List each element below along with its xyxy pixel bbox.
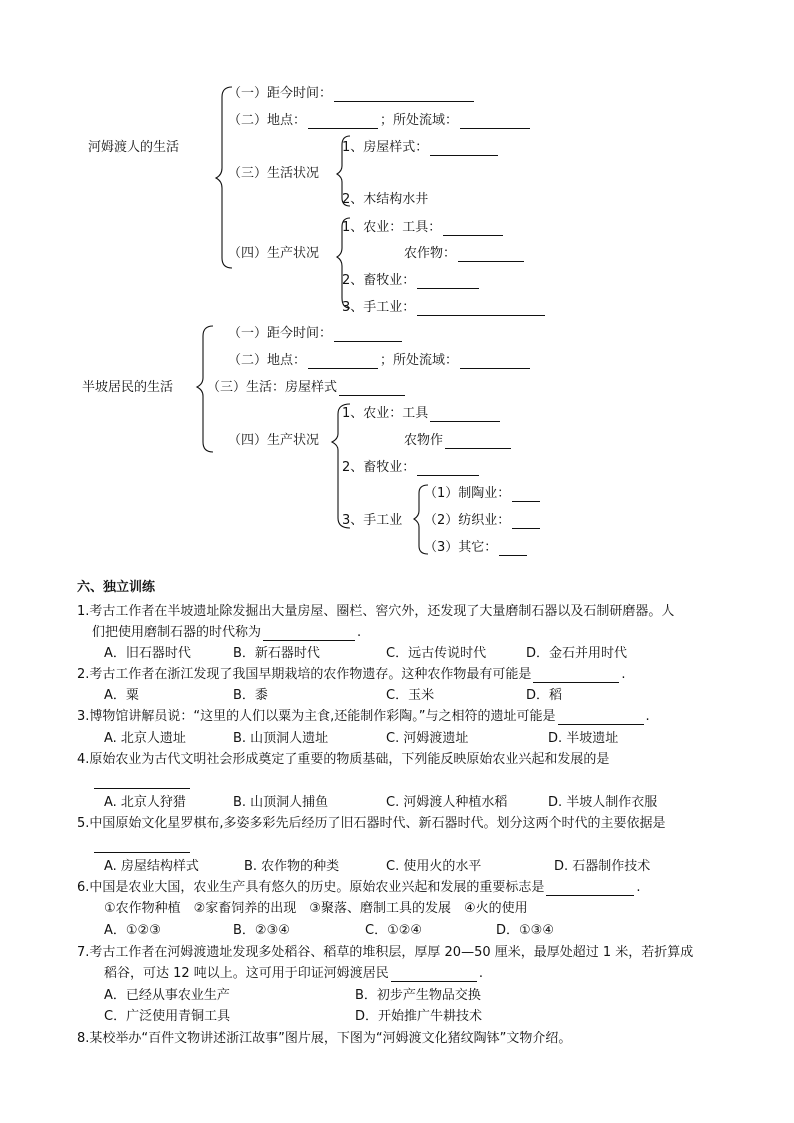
- hemudu-title: 河姆渡人的生活: [88, 140, 180, 155]
- section-title: 六、独立训练: [77, 580, 156, 595]
- answer-blank[interactable]: [458, 248, 524, 262]
- q2-option-d[interactable]: D．稻: [526, 688, 563, 703]
- hemudu-agri-tools-row: 1、农业：工具：: [342, 220, 505, 236]
- answer-blank[interactable]: [263, 627, 355, 641]
- hemudu-livestock-row: 2、畜牧业：: [342, 273, 481, 289]
- answer-blank[interactable]: [445, 435, 511, 449]
- answer-blank[interactable]: [443, 222, 503, 236]
- answer-blank[interactable]: [339, 382, 405, 396]
- q1-option-d[interactable]: D．金石并用时代: [526, 646, 628, 661]
- answer-blank[interactable]: [94, 839, 190, 853]
- answer-blank[interactable]: [334, 328, 402, 342]
- question-5: 5.中国原始文化星罗棋布,多姿多彩先后经历了旧石器时代、新石器时代。划分这两个时代的主要依据是: [77, 816, 666, 831]
- q5-option-d[interactable]: D. 石器制作技术: [554, 859, 651, 874]
- q4-option-c[interactable]: C. 河姆渡人种植水稻: [386, 795, 508, 810]
- q5-option-b[interactable]: B. 农作物的种类: [244, 859, 340, 874]
- q3-option-c[interactable]: C. 河姆渡遗址: [386, 731, 469, 746]
- banpo-life-row: （三）生活：房屋样式: [207, 380, 407, 396]
- answer-blank[interactable]: [558, 711, 644, 725]
- answer-blank[interactable]: [417, 302, 545, 316]
- banpo-time-row: （一）距今时间：: [228, 326, 404, 342]
- answer-blank[interactable]: [94, 775, 190, 789]
- q6-option-b[interactable]: B．②③④: [233, 923, 290, 938]
- answer-blank[interactable]: [546, 882, 634, 896]
- question-2: 2.考古工作者在浙江发现了我国早期栽培的农作物遗存。这种农作物最有可能是 .: [77, 667, 626, 682]
- q3-option-b[interactable]: B. 山顶洞人遗址: [233, 731, 329, 746]
- question-1-line1: 1.考古工作者在半坡遗址除发掘出大量房屋、圈栏、窖穴外，还发现了大量磨制石器以及石制研磨器。人: [77, 604, 675, 619]
- q2-option-c[interactable]: C．玉米: [386, 688, 435, 703]
- banpo-handicraft-label: 3、手工业: [342, 513, 403, 528]
- q4-option-d[interactable]: D. 半坡人制作衣服: [548, 795, 658, 810]
- q7-option-c[interactable]: C．广泛使用青铜工具: [104, 1009, 231, 1024]
- q5-option-c[interactable]: C. 使用火的水平: [386, 859, 482, 874]
- question-7-line2: 稻谷，可达 12 吨以上。这可用于印证河姆渡居民 .: [104, 966, 483, 981]
- banpo-agri-tools-row: 1、农业：工具: [342, 406, 502, 422]
- answer-blank[interactable]: [499, 542, 527, 556]
- q2-option-b[interactable]: B．黍: [233, 688, 268, 703]
- answer-blank[interactable]: [430, 142, 498, 156]
- q3-option-d[interactable]: D. 半坡遗址: [548, 731, 619, 746]
- q1-option-c[interactable]: C．远古传说时代: [386, 646, 487, 661]
- hemudu-house-row: 1、房屋样式：: [342, 140, 500, 156]
- answer-blank[interactable]: [308, 355, 378, 369]
- q5-option-a[interactable]: A. 房屋结构样式: [104, 859, 199, 874]
- q7-option-d[interactable]: D．开始推广牛耕技术: [355, 1009, 483, 1024]
- answer-blank[interactable]: [430, 408, 500, 422]
- question-8: 8.某校举办“百件文物讲述浙江故事”图片展，下图为“河姆渡文化猪纹陶钵”文物介绍。: [77, 1031, 572, 1046]
- question-3: 3.博物馆讲解员说：“这里的人们以粟为主食,还能制作彩陶。”与之相符的遗址可能是 .: [77, 709, 650, 724]
- question-4: 4.原始农业为古代文明社会形成奠定了重要的物质基础，下列能反映原始农业兴起和发展的是: [77, 752, 610, 767]
- q1-option-a[interactable]: A．旧石器时代: [104, 646, 191, 661]
- q6-option-d[interactable]: D．①③④: [496, 923, 554, 938]
- answer-blank[interactable]: [334, 88, 474, 102]
- banpo-crops-row: 农物作: [404, 433, 513, 449]
- hemudu-time-row: （一）距今时间：: [228, 86, 476, 102]
- hemudu-place-row: （二）地点： ；所处流域：: [228, 113, 532, 129]
- q3-option-a[interactable]: A. 北京人遗址: [104, 731, 186, 746]
- banpo-production-label: （四）生产状况: [228, 433, 320, 448]
- hemudu-life-label: （三）生活状况: [228, 166, 320, 181]
- answer-blank[interactable]: [512, 515, 540, 529]
- answer-blank[interactable]: [460, 355, 530, 369]
- answer-blank[interactable]: [417, 275, 479, 289]
- question-1-line2: 们把使用磨制石器的时代称为 .: [92, 625, 362, 640]
- banpo-place-row: （二）地点： ；所处流域：: [228, 353, 532, 369]
- q1-option-b[interactable]: B．新石器时代: [233, 646, 320, 661]
- banpo-livestock-row: 2、畜牧业：: [342, 460, 481, 476]
- question-6: 6.中国是农业大国，农业生产具有悠久的历史。原始农业兴起和发展的重要标志是 .: [77, 880, 641, 895]
- q4-option-b[interactable]: B. 山顶洞人捕鱼: [233, 795, 329, 810]
- hemudu-well: 2、木结构水井: [342, 192, 429, 207]
- q4-blank-row: [92, 773, 192, 789]
- q6-option-a[interactable]: A．①②③: [104, 923, 161, 938]
- answer-blank[interactable]: [391, 968, 477, 982]
- q6-items: ①农作物种植 ②家畜饲养的出现 ③聚落、磨制工具的发展 ④火的使用: [104, 901, 528, 916]
- answer-blank[interactable]: [417, 462, 479, 476]
- banpo-title: 半坡居民的生活: [82, 380, 174, 395]
- answer-blank[interactable]: [533, 669, 619, 683]
- banpo-other-row: （3）其它：: [424, 540, 529, 556]
- q5-blank-row: [92, 837, 192, 853]
- answer-blank[interactable]: [512, 488, 540, 502]
- answer-blank[interactable]: [460, 115, 530, 129]
- hemudu-crops-row: 农作物：: [404, 246, 526, 262]
- question-7-line1: 7.考古工作者在河姆渡遗址发现多处稻谷、稻草的堆积层，厚厚 20—50 厘米，最厚处超过 1 米，若折算成: [77, 945, 694, 960]
- hemudu-production-label: （四）生产状况: [228, 246, 320, 261]
- answer-blank[interactable]: [308, 115, 378, 129]
- hemudu-handicraft-row: 3、手工业：: [342, 300, 547, 316]
- q4-option-a[interactable]: A. 北京人狩猎: [104, 795, 186, 810]
- banpo-pottery-row: （1）制陶业：: [424, 486, 542, 502]
- q6-option-c[interactable]: C．①②④: [365, 923, 423, 938]
- q7-option-b[interactable]: B．初步产生物品交换: [355, 988, 481, 1003]
- banpo-weaving-row: （2）纺织业：: [424, 513, 542, 529]
- q2-option-a[interactable]: A．粟: [104, 688, 139, 703]
- q7-option-a[interactable]: A．已经从事农业生产: [104, 988, 230, 1003]
